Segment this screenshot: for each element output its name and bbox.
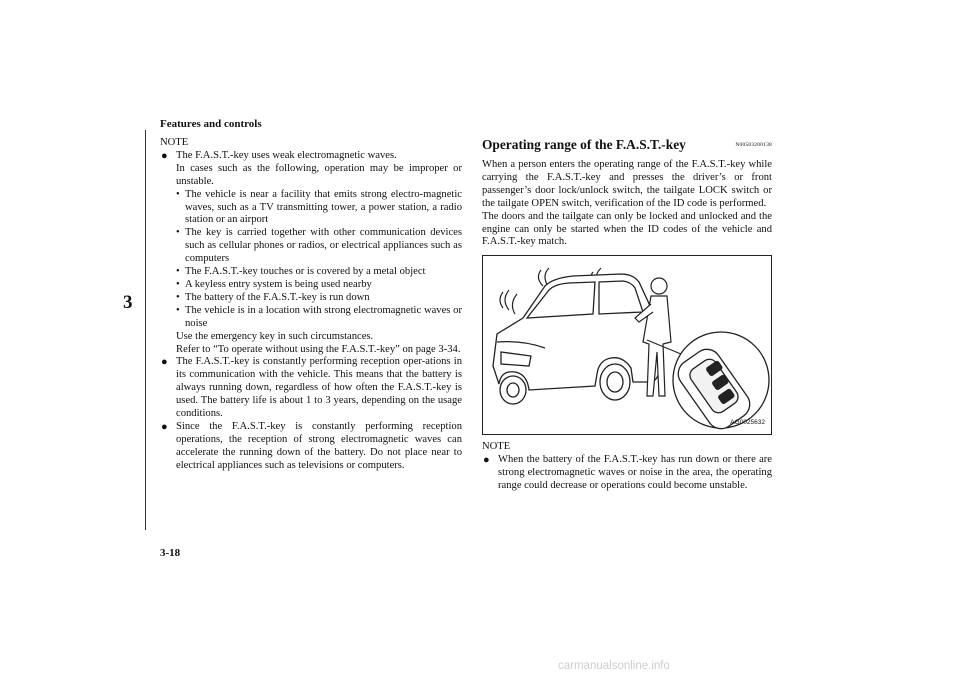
- sub-item: • The key is carried together with other communication devices such as cellular phones or radios, or electrical appliances such as computers: [176, 227, 462, 265]
- bullet-icon: ●: [483, 454, 490, 467]
- running-header: Features and controls: [160, 118, 262, 130]
- sub-item: • The vehicle is near a facility that emits strong electro-magnetic waves, such as a TV transmitting tower, a power station, a radio station or an airport: [176, 188, 462, 226]
- note-label: NOTE: [482, 441, 511, 453]
- bullet-icon: ●: [161, 356, 168, 369]
- bullet-text: Since the F.A.S.T.-key is constantly performing reception operations, the reception of strong electromagnetic waves can accelerate the running down of the battery. Do not place near to electrical appliances such as televisions or computers.: [176, 420, 462, 471]
- bullet-text: When the battery of the F.A.S.T.-key has run down or there are strong electromagnetic waves or noise in the area, the operating range could decrease or operations could become unstable.: [498, 454, 772, 492]
- bullet-continuation: In cases such as the following, operation may be improper or unstable.: [176, 162, 462, 187]
- note-label: NOTE: [160, 137, 189, 148]
- right-column: [482, 137, 772, 493]
- sub-item: • A keyless entry system is being used nearby: [176, 278, 372, 290]
- car-and-key-illustration: [483, 256, 771, 434]
- chapter-tab-divider: [145, 130, 146, 530]
- note-bullet-1: [160, 150, 462, 357]
- note-bullet-2: [160, 356, 462, 421]
- note-bullet: [482, 454, 772, 493]
- bullet-icon: ●: [161, 420, 168, 433]
- bullet-text: The F.A.S.T.-key is constantly performing reception oper-ations in its communication with the vehicle. This means that the battery is always running down, regardless of how often the F.A.S.T.-key is used. The battery life is about 1 to 3 years, depending on the usage conditions.: [176, 356, 462, 420]
- bullet-text: The F.A.S.T.-key uses weak electromagnetic waves.: [176, 149, 397, 161]
- bullet-icon: ●: [161, 149, 168, 162]
- section-title: Operating range of the F.A.S.T.-key N00503200138: [482, 137, 772, 152]
- left-column: [160, 137, 462, 473]
- chapter-tab-number: 3: [123, 292, 133, 313]
- body-paragraph-1: When a person enters the operating range of the F.A.S.T.-key while carrying the F.A.S.T.-key and presses the driver’s or front passenger’s door lock/unlock switch, the tailgate LOCK switch or the tailgate OPEN switch, verification of the ID code is performed.: [482, 159, 772, 209]
- key-operation-figure: [482, 255, 772, 435]
- sub-item: • The F.A.S.T.-key touches or is covered by a metal object: [176, 266, 426, 278]
- section-code: N00503200138: [735, 142, 772, 148]
- cross-reference: Refer to “To operate without using the F.A.S.T.-key” on page 3-34.: [176, 343, 461, 355]
- bullet-after-text: Use the emergency key in such circumstances.: [176, 330, 374, 342]
- sub-item: • The battery of the F.A.S.T.-key is run down: [176, 291, 370, 303]
- body-paragraph-2: The doors and the tailgate can only be locked and unlocked and the engine can only be started when the ID codes of the vehicle and F.A.S.T.-key match.: [482, 210, 772, 248]
- figure-code: AG0025632: [730, 419, 765, 427]
- watermark: carmanualsonline.info: [558, 660, 670, 672]
- note-bullet-3: [160, 421, 462, 473]
- page-number: 3-18: [160, 547, 181, 559]
- sub-item: • The vehicle is in a location with strong electromagnetic waves or noise: [176, 304, 462, 329]
